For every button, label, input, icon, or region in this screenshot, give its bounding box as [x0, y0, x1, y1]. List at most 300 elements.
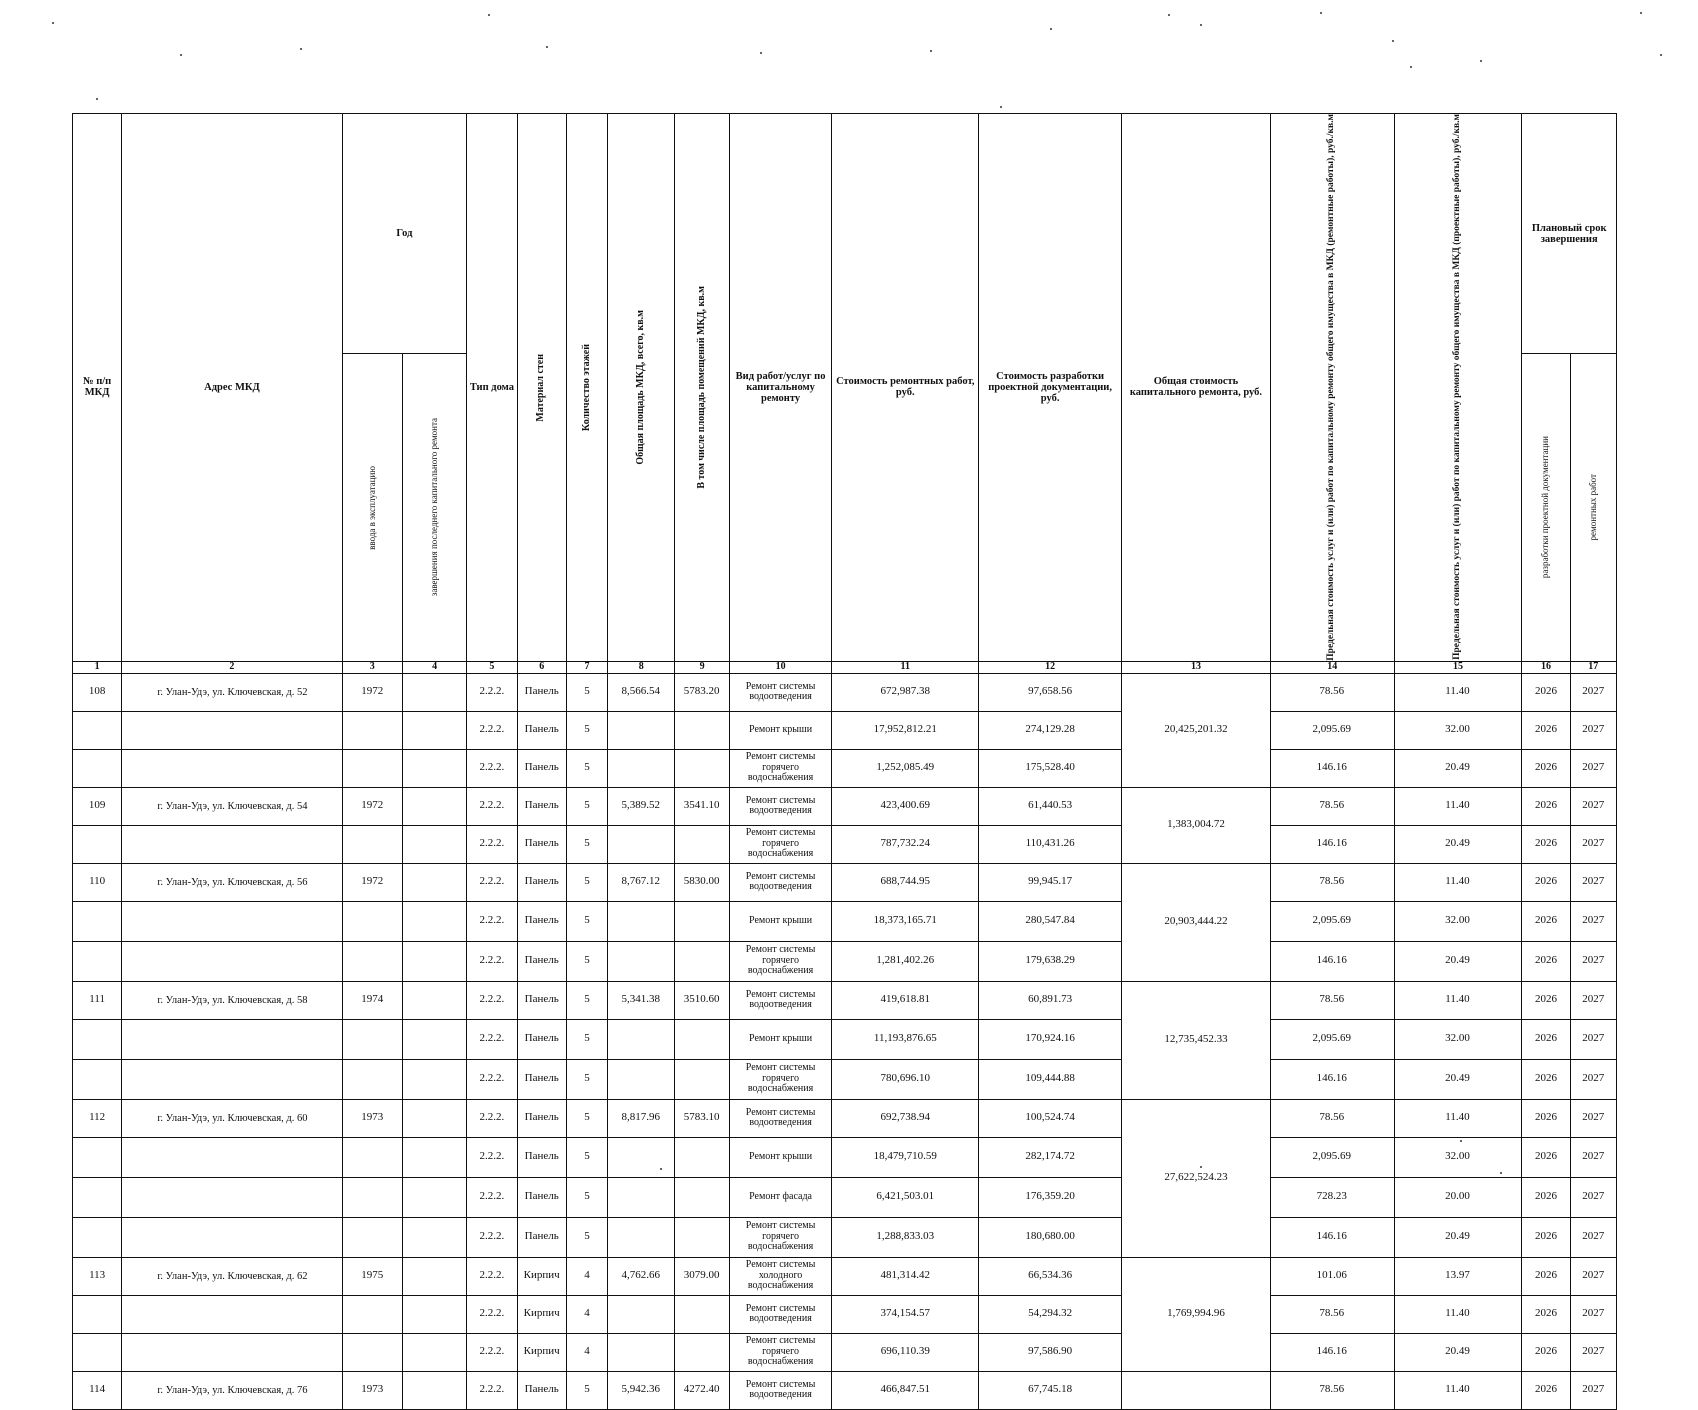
limit-project-cell: 20.49: [1394, 1217, 1522, 1257]
deadline-repair-cell: 2027: [1570, 1137, 1616, 1177]
table-row: [73, 711, 1617, 749]
total-area-cell: 8,817.96: [608, 1099, 675, 1137]
deadline-repair-cell: 2027: [1570, 825, 1616, 863]
header-address: Адрес МКД: [122, 114, 342, 662]
table-row: [73, 941, 1617, 981]
total-area-cell: [608, 941, 675, 981]
total-area-cell: [608, 1333, 675, 1371]
year-last-repair-cell: [402, 787, 466, 825]
row-number-cell: [73, 711, 122, 749]
address-cell: [122, 901, 342, 941]
year-last-repair-cell: [402, 1257, 466, 1295]
floors-cell: 5: [566, 1177, 607, 1217]
repair-cost-cell: 11,193,876.65: [832, 1019, 979, 1059]
wall-material-cell: Панель: [517, 1019, 566, 1059]
scan-speck: [1200, 1166, 1202, 1168]
total-cost-cell: 20,425,201.32: [1122, 673, 1271, 787]
row-number-cell: 112: [73, 1099, 122, 1137]
house-type-cell: 2.2.2.: [467, 787, 517, 825]
premises-area-cell: [675, 901, 729, 941]
work-type-cell: Ремонт крыши: [729, 1019, 832, 1059]
column-number: 10: [729, 661, 832, 673]
year-commission-cell: 1972: [342, 787, 402, 825]
total-area-cell: 5,389.52: [608, 787, 675, 825]
repair-cost-cell: 481,314.42: [832, 1257, 979, 1295]
premises-area-cell: 3510.60: [675, 981, 729, 1019]
floors-cell: 5: [566, 787, 607, 825]
repair-cost-cell: 672,987.38: [832, 673, 979, 711]
repair-cost-cell: 423,400.69: [832, 787, 979, 825]
deadline-repair-cell: 2027: [1570, 1059, 1616, 1099]
limit-repair-cell: 78.56: [1270, 863, 1394, 901]
year-last-repair-cell: [402, 1059, 466, 1099]
house-type-cell: 2.2.2.: [467, 1099, 517, 1137]
limit-project-cell: 11.40: [1394, 787, 1522, 825]
deadline-project-cell: 2026: [1522, 825, 1570, 863]
total-cost-cell: [1122, 1371, 1271, 1409]
wall-material-cell: Панель: [517, 1371, 566, 1409]
table-row: [73, 749, 1617, 787]
work-type-cell: Ремонт системы горячего водоснабжения: [729, 1217, 832, 1257]
address-cell: [122, 1177, 342, 1217]
year-commission-cell: [342, 1059, 402, 1099]
scan-speck: [1000, 106, 1002, 108]
header-floors: Количество этажей: [566, 114, 607, 662]
address-cell: г. Улан-Удэ, ул. Ключевская, д. 62: [122, 1257, 342, 1295]
premises-area-cell: [675, 711, 729, 749]
premises-area-cell: [675, 1019, 729, 1059]
work-type-cell: Ремонт системы водоотведения: [729, 1099, 832, 1137]
row-number-cell: 113: [73, 1257, 122, 1295]
floors-cell: 5: [566, 711, 607, 749]
column-number: 15: [1394, 661, 1522, 673]
total-cost-cell: 12,735,452.33: [1122, 981, 1271, 1099]
floors-cell: 5: [566, 1099, 607, 1137]
repair-cost-cell: 419,618.81: [832, 981, 979, 1019]
work-type-cell: Ремонт системы водоотведения: [729, 1371, 832, 1409]
repair-cost-cell: 466,847.51: [832, 1371, 979, 1409]
wall-material-cell: Панель: [517, 863, 566, 901]
limit-repair-cell: 728.23: [1270, 1177, 1394, 1217]
project-cost-cell: 175,528.40: [979, 749, 1122, 787]
limit-repair-cell: 146.16: [1270, 1333, 1394, 1371]
scan-speck: [760, 52, 762, 54]
total-area-cell: [608, 711, 675, 749]
wall-material-cell: Панель: [517, 901, 566, 941]
deadline-project-cell: 2026: [1522, 981, 1570, 1019]
total-area-cell: 4,762.66: [608, 1257, 675, 1295]
limit-repair-cell: 146.16: [1270, 1059, 1394, 1099]
limit-repair-cell: 2,095.69: [1270, 1019, 1394, 1059]
floors-cell: 5: [566, 1137, 607, 1177]
year-last-repair-cell: [402, 1177, 466, 1217]
floors-cell: 4: [566, 1295, 607, 1333]
limit-project-cell: 20.49: [1394, 749, 1522, 787]
deadline-repair-cell: 2027: [1570, 901, 1616, 941]
house-type-cell: 2.2.2.: [467, 941, 517, 981]
address-cell: [122, 1295, 342, 1333]
total-cost-cell: 1,383,004.72: [1122, 787, 1271, 863]
total-area-cell: 5,942.36: [608, 1371, 675, 1409]
total-area-cell: [608, 1217, 675, 1257]
total-cost-cell: 20,903,444.22: [1122, 863, 1271, 981]
year-last-repair-cell: [402, 901, 466, 941]
repair-cost-cell: 787,732.24: [832, 825, 979, 863]
deadline-repair-cell: 2027: [1570, 1257, 1616, 1295]
header-work-type: Вид работ/услуг по капитальному ремонту: [729, 114, 832, 662]
total-area-cell: [608, 749, 675, 787]
header-year-commission: ввода в эксплуатацию: [342, 354, 402, 662]
address-cell: г. Улан-Удэ, ул. Ключевская, д. 56: [122, 863, 342, 901]
limit-project-cell: 11.40: [1394, 1099, 1522, 1137]
scan-speck: [96, 98, 98, 100]
wall-material-cell: Панель: [517, 1137, 566, 1177]
column-number: 6: [517, 661, 566, 673]
deadline-repair-cell: 2027: [1570, 1019, 1616, 1059]
limit-project-cell: 32.00: [1394, 1137, 1522, 1177]
work-type-cell: Ремонт системы водоотведения: [729, 673, 832, 711]
deadline-project-cell: 2026: [1522, 1019, 1570, 1059]
year-commission-cell: [342, 749, 402, 787]
year-commission-cell: 1974: [342, 981, 402, 1019]
floors-cell: 5: [566, 1217, 607, 1257]
house-type-cell: 2.2.2.: [467, 863, 517, 901]
limit-project-cell: 20.49: [1394, 1059, 1522, 1099]
header-deadline-repair: ремонтных работ: [1570, 354, 1616, 662]
project-cost-cell: 66,534.36: [979, 1257, 1122, 1295]
row-number-cell: [73, 1019, 122, 1059]
deadline-repair-cell: 2027: [1570, 673, 1616, 711]
house-type-cell: 2.2.2.: [467, 711, 517, 749]
project-cost-cell: 60,891.73: [979, 981, 1122, 1019]
total-area-cell: 8,566.54: [608, 673, 675, 711]
row-number-cell: [73, 1177, 122, 1217]
limit-project-cell: 20.49: [1394, 825, 1522, 863]
scan-speck: [1320, 12, 1322, 14]
table-row: [73, 901, 1617, 941]
floors-cell: 4: [566, 1333, 607, 1371]
deadline-project-cell: 2026: [1522, 1333, 1570, 1371]
deadline-repair-cell: 2027: [1570, 1217, 1616, 1257]
scan-speck: [180, 54, 182, 56]
premises-area-cell: [675, 749, 729, 787]
limit-project-cell: 20.00: [1394, 1177, 1522, 1217]
deadline-project-cell: 2026: [1522, 787, 1570, 825]
work-type-cell: Ремонт системы горячего водоснабжения: [729, 941, 832, 981]
floors-cell: 5: [566, 673, 607, 711]
deadline-repair-cell: 2027: [1570, 1295, 1616, 1333]
limit-repair-cell: 78.56: [1270, 673, 1394, 711]
scan-speck: [546, 46, 548, 48]
limit-project-cell: 11.40: [1394, 1295, 1522, 1333]
address-cell: г. Улан-Удэ, ул. Ключевская, д. 54: [122, 787, 342, 825]
total-area-cell: [608, 1059, 675, 1099]
column-number: 11: [832, 661, 979, 673]
floors-cell: 5: [566, 1059, 607, 1099]
year-last-repair-cell: [402, 711, 466, 749]
year-commission-cell: 1972: [342, 863, 402, 901]
work-type-cell: Ремонт системы водоотведения: [729, 981, 832, 1019]
column-number: 1: [73, 661, 122, 673]
table-row: [73, 787, 1617, 825]
table-row: [73, 1257, 1617, 1295]
year-last-repair-cell: [402, 941, 466, 981]
premises-area-cell: 5830.00: [675, 863, 729, 901]
deadline-project-cell: 2026: [1522, 863, 1570, 901]
year-last-repair-cell: [402, 981, 466, 1019]
scan-speck: [1640, 12, 1642, 14]
deadline-repair-cell: 2027: [1570, 1371, 1616, 1409]
table-row: [73, 1177, 1617, 1217]
table-row: [73, 1217, 1617, 1257]
floors-cell: 5: [566, 1371, 607, 1409]
limit-repair-cell: 146.16: [1270, 1217, 1394, 1257]
floors-cell: 4: [566, 1257, 607, 1295]
address-cell: [122, 1019, 342, 1059]
work-type-cell: Ремонт системы холодного водоснабжения: [729, 1257, 832, 1295]
work-type-cell: Ремонт системы горячего водоснабжения: [729, 1333, 832, 1371]
limit-repair-cell: 78.56: [1270, 1295, 1394, 1333]
table-row: [73, 673, 1617, 711]
row-number-cell: [73, 1333, 122, 1371]
column-number: 16: [1522, 661, 1570, 673]
wall-material-cell: Панель: [517, 981, 566, 1019]
house-type-cell: 2.2.2.: [467, 1217, 517, 1257]
premises-area-cell: 4272.40: [675, 1371, 729, 1409]
deadline-repair-cell: 2027: [1570, 863, 1616, 901]
work-type-cell: Ремонт фасада: [729, 1177, 832, 1217]
deadline-repair-cell: 2027: [1570, 981, 1616, 1019]
header-year: Год: [342, 114, 467, 354]
limit-repair-cell: 146.16: [1270, 749, 1394, 787]
total-area-cell: [608, 1019, 675, 1059]
header-limit-project: Предельная стоимость услуг и (или) работ по капитальному ремонту общего имущества в МКД (проектные работы), руб./кв.м: [1394, 114, 1522, 662]
deadline-project-cell: 2026: [1522, 1371, 1570, 1409]
limit-repair-cell: 78.56: [1270, 981, 1394, 1019]
table-row: [73, 1099, 1617, 1137]
work-type-cell: Ремонт системы горячего водоснабжения: [729, 825, 832, 863]
year-commission-cell: [342, 825, 402, 863]
column-number: 14: [1270, 661, 1394, 673]
scan-speck: [660, 1168, 662, 1170]
year-commission-cell: [342, 941, 402, 981]
deadline-repair-cell: 2027: [1570, 711, 1616, 749]
premises-area-cell: 5783.20: [675, 673, 729, 711]
deadline-project-cell: 2026: [1522, 1295, 1570, 1333]
limit-repair-cell: 146.16: [1270, 941, 1394, 981]
wall-material-cell: Панель: [517, 673, 566, 711]
year-last-repair-cell: [402, 1371, 466, 1409]
wall-material-cell: Панель: [517, 825, 566, 863]
house-type-cell: 2.2.2.: [467, 901, 517, 941]
premises-area-cell: [675, 1177, 729, 1217]
total-cost-cell: 1,769,994.96: [1122, 1257, 1271, 1371]
deadline-project-cell: 2026: [1522, 1257, 1570, 1295]
deadline-project-cell: 2026: [1522, 1177, 1570, 1217]
limit-project-cell: 11.40: [1394, 1371, 1522, 1409]
document-sheet: [72, 113, 1617, 1410]
header-deadline-project: разработки проектной документации: [1522, 354, 1570, 662]
premises-area-cell: [675, 1333, 729, 1371]
row-number-cell: [73, 1137, 122, 1177]
year-commission-cell: [342, 1295, 402, 1333]
scan-speck: [1500, 1172, 1502, 1174]
wall-material-cell: Кирпич: [517, 1333, 566, 1371]
row-number-cell: 108: [73, 673, 122, 711]
work-type-cell: Ремонт крыши: [729, 1137, 832, 1177]
wall-material-cell: Панель: [517, 941, 566, 981]
wall-material-cell: Панель: [517, 1059, 566, 1099]
table-row: [73, 981, 1617, 1019]
limit-project-cell: 13.97: [1394, 1257, 1522, 1295]
work-type-cell: Ремонт системы водоотведения: [729, 1295, 832, 1333]
wall-material-cell: Панель: [517, 711, 566, 749]
total-area-cell: [608, 1137, 675, 1177]
floors-cell: 5: [566, 825, 607, 863]
header-total-area: Общая площадь МКД, всего, кв.м: [608, 114, 675, 662]
year-commission-cell: 1973: [342, 1371, 402, 1409]
year-last-repair-cell: [402, 825, 466, 863]
deadline-project-cell: 2026: [1522, 1059, 1570, 1099]
wall-material-cell: Панель: [517, 749, 566, 787]
limit-project-cell: 32.00: [1394, 711, 1522, 749]
premises-area-cell: 5783.10: [675, 1099, 729, 1137]
wall-material-cell: Кирпич: [517, 1257, 566, 1295]
year-last-repair-cell: [402, 1295, 466, 1333]
deadline-project-cell: 2026: [1522, 749, 1570, 787]
project-cost-cell: 97,586.90: [979, 1333, 1122, 1371]
deadline-project-cell: 2026: [1522, 1217, 1570, 1257]
project-cost-cell: 170,924.16: [979, 1019, 1122, 1059]
scan-speck: [300, 48, 302, 50]
repair-cost-cell: 692,738.94: [832, 1099, 979, 1137]
premises-area-cell: [675, 825, 729, 863]
wall-material-cell: Панель: [517, 1217, 566, 1257]
header-total-cost: Общая стоимость капитального ремонта, руб.: [1122, 114, 1271, 662]
project-cost-cell: 100,524.74: [979, 1099, 1122, 1137]
deadline-repair-cell: 2027: [1570, 941, 1616, 981]
address-cell: [122, 825, 342, 863]
limit-project-cell: 20.49: [1394, 1333, 1522, 1371]
project-cost-cell: 274,129.28: [979, 711, 1122, 749]
house-type-cell: 2.2.2.: [467, 673, 517, 711]
year-commission-cell: [342, 1177, 402, 1217]
house-type-cell: 2.2.2.: [467, 1333, 517, 1371]
limit-repair-cell: 2,095.69: [1270, 711, 1394, 749]
wall-material-cell: Кирпич: [517, 1295, 566, 1333]
table-row: [73, 1059, 1617, 1099]
repair-cost-cell: 1,281,402.26: [832, 941, 979, 981]
row-number-cell: 114: [73, 1371, 122, 1409]
premises-area-cell: 3541.10: [675, 787, 729, 825]
year-commission-cell: [342, 711, 402, 749]
scan-speck: [1050, 28, 1052, 30]
premises-area-cell: 3079.00: [675, 1257, 729, 1295]
floors-cell: 5: [566, 941, 607, 981]
row-number-cell: [73, 1059, 122, 1099]
repair-cost-cell: 1,288,833.03: [832, 1217, 979, 1257]
header-limit-repair: Предельная стоимость услуг и (или) работ по капитальному ремонту общего имущества в МКД (ремонтные работы), руб./кв.м: [1270, 114, 1394, 662]
scan-speck: [1480, 60, 1482, 62]
project-cost-cell: 99,945.17: [979, 863, 1122, 901]
table-row: [73, 1295, 1617, 1333]
column-number: 8: [608, 661, 675, 673]
column-number: 4: [402, 661, 466, 673]
year-commission-cell: [342, 1019, 402, 1059]
premises-area-cell: [675, 941, 729, 981]
limit-project-cell: 11.40: [1394, 981, 1522, 1019]
column-number: 17: [1570, 661, 1616, 673]
total-area-cell: [608, 1177, 675, 1217]
total-area-cell: 8,767.12: [608, 863, 675, 901]
column-number: 13: [1122, 661, 1271, 673]
year-commission-cell: [342, 1137, 402, 1177]
project-cost-cell: 110,431.26: [979, 825, 1122, 863]
address-cell: [122, 1137, 342, 1177]
premises-area-cell: [675, 1137, 729, 1177]
limit-repair-cell: 2,095.69: [1270, 901, 1394, 941]
work-type-cell: Ремонт системы водоотведения: [729, 863, 832, 901]
scan-speck: [488, 14, 490, 16]
column-number: 2: [122, 661, 342, 673]
floors-cell: 5: [566, 863, 607, 901]
total-area-cell: [608, 1295, 675, 1333]
deadline-repair-cell: 2027: [1570, 1333, 1616, 1371]
year-last-repair-cell: [402, 673, 466, 711]
house-type-cell: 2.2.2.: [467, 1371, 517, 1409]
deadline-project-cell: 2026: [1522, 673, 1570, 711]
address-cell: [122, 711, 342, 749]
column-number: 5: [467, 661, 517, 673]
row-number-cell: 110: [73, 863, 122, 901]
floors-cell: 5: [566, 1019, 607, 1059]
scan-speck: [1660, 54, 1662, 56]
limit-repair-cell: 101.06: [1270, 1257, 1394, 1295]
house-type-cell: 2.2.2.: [467, 1019, 517, 1059]
column-number-row: [73, 661, 1617, 673]
scan-speck: [1168, 14, 1170, 16]
total-cost-cell: 27,622,524.23: [1122, 1099, 1271, 1257]
row-number-cell: 109: [73, 787, 122, 825]
table-row: [73, 1137, 1617, 1177]
header-premises-area: В том числе площадь помещений МКД, кв.м: [675, 114, 729, 662]
address-cell: г. Улан-Удэ, ул. Ключевская, д. 76: [122, 1371, 342, 1409]
scan-speck: [1200, 24, 1202, 26]
premises-area-cell: [675, 1295, 729, 1333]
project-cost-cell: 176,359.20: [979, 1177, 1122, 1217]
total-area-cell: [608, 901, 675, 941]
wall-material-cell: Панель: [517, 787, 566, 825]
header-year-last-repair: завершения последнего капитального ремонта: [402, 354, 466, 662]
wall-material-cell: Панель: [517, 1177, 566, 1217]
repair-cost-cell: 18,479,710.59: [832, 1137, 979, 1177]
year-last-repair-cell: [402, 1217, 466, 1257]
column-number: 12: [979, 661, 1122, 673]
project-cost-cell: 180,680.00: [979, 1217, 1122, 1257]
limit-project-cell: 11.40: [1394, 673, 1522, 711]
limit-repair-cell: 146.16: [1270, 825, 1394, 863]
scan-speck: [930, 50, 932, 52]
repair-cost-cell: 17,952,812.21: [832, 711, 979, 749]
scan-speck: [1460, 1140, 1462, 1142]
column-number: 3: [342, 661, 402, 673]
address-cell: [122, 749, 342, 787]
project-cost-cell: 109,444.88: [979, 1059, 1122, 1099]
header-deadline: Плановый срок завершения: [1522, 114, 1617, 354]
year-commission-cell: [342, 1217, 402, 1257]
address-cell: [122, 1059, 342, 1099]
repair-cost-cell: 696,110.39: [832, 1333, 979, 1371]
